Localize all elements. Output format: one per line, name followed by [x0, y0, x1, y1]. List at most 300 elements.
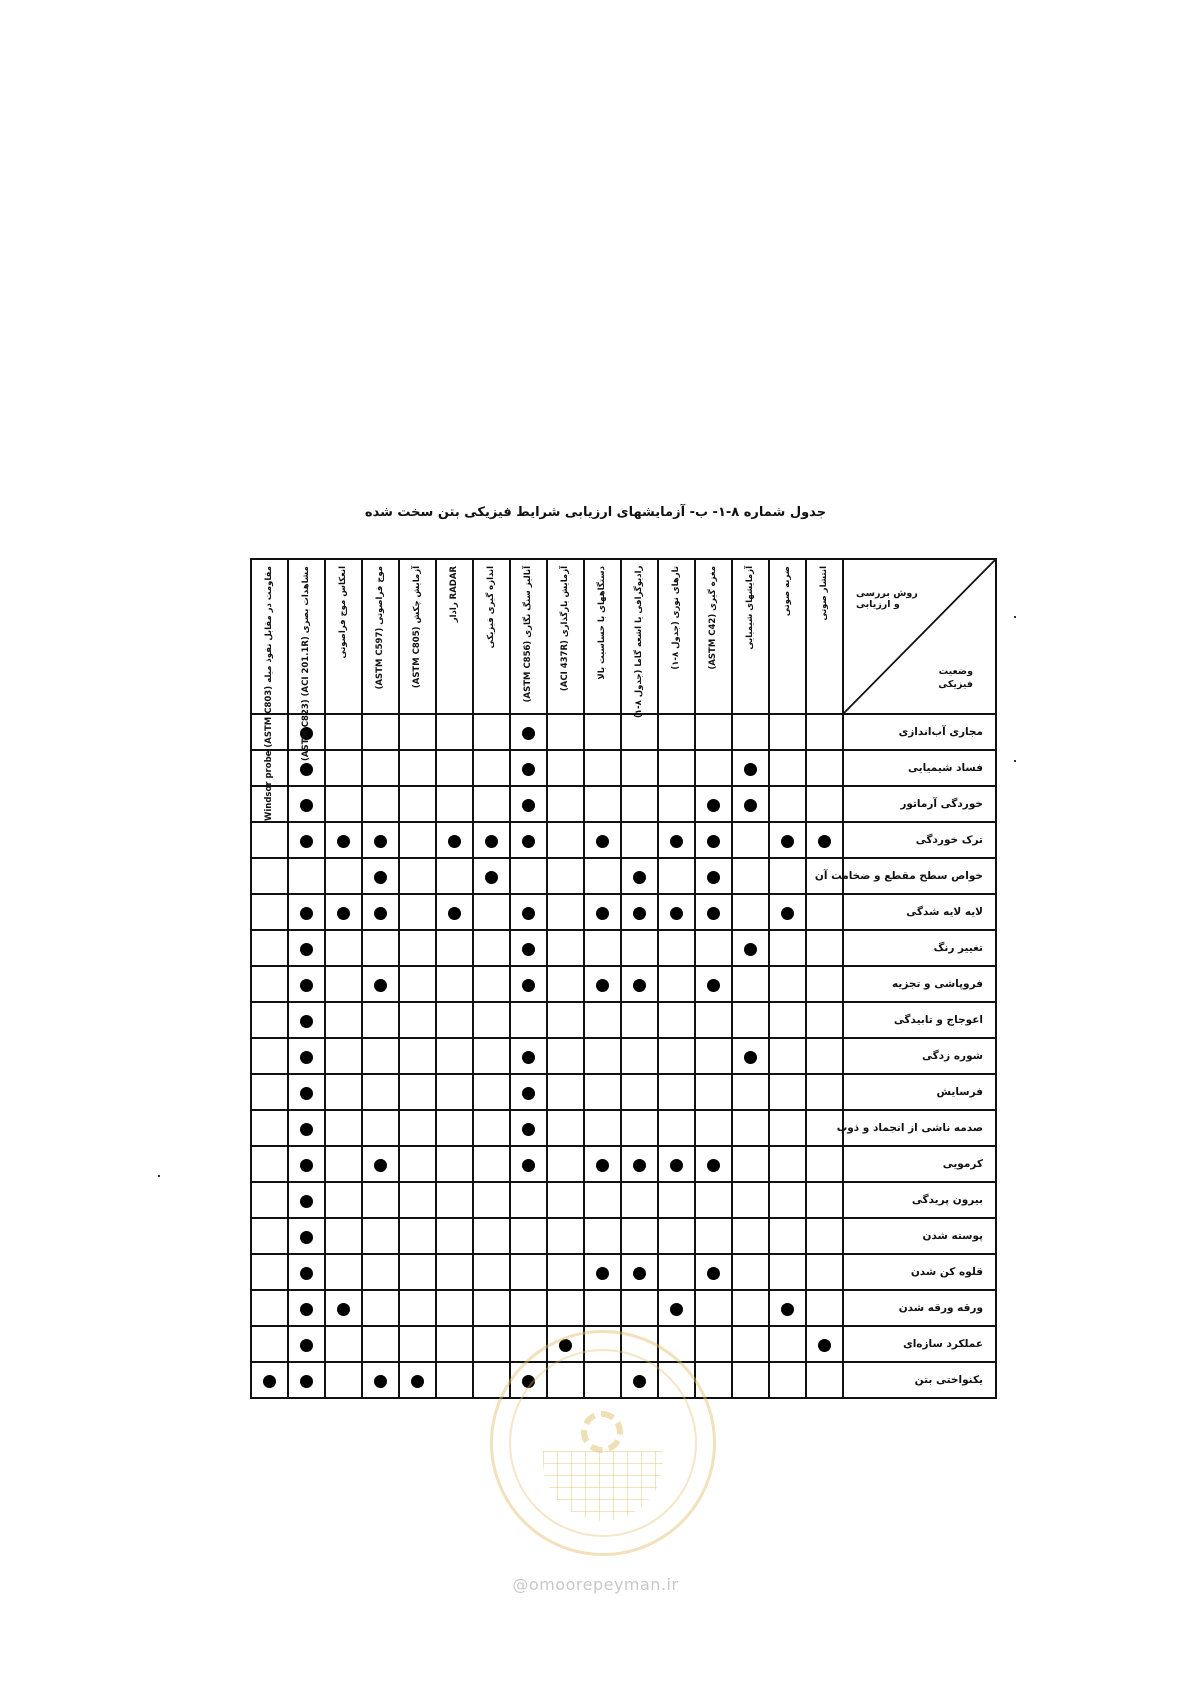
- matrix-cell: [621, 1218, 658, 1254]
- matrix-cell: [658, 1326, 695, 1362]
- matrix-cell: [658, 1038, 695, 1074]
- matrix-cell: [547, 1146, 584, 1182]
- column-header: [251, 559, 288, 821]
- matrix-cell: [362, 966, 399, 1002]
- matrix-cell: [658, 1002, 695, 1038]
- table-row: [251, 966, 996, 1002]
- matrix-cell: [658, 930, 695, 966]
- matrix-cell: [584, 750, 621, 786]
- matrix-cell: [288, 894, 325, 930]
- matrix-cell: [251, 966, 288, 1002]
- applicable-dot-icon: [300, 979, 313, 992]
- matrix-cell: [547, 966, 584, 1002]
- matrix-cell: [547, 1362, 584, 1398]
- matrix-cell: [362, 930, 399, 966]
- matrix-cell: [362, 1002, 399, 1038]
- matrix-cell: [399, 1218, 436, 1254]
- matrix-cell: [621, 966, 658, 1002]
- applicable-dot-icon: [522, 1375, 535, 1388]
- matrix-cell: [621, 1074, 658, 1110]
- applicable-dot-icon: [337, 835, 350, 848]
- applicable-dot-icon: [522, 979, 535, 992]
- matrix-cell: [436, 1326, 473, 1362]
- matrix-cell: [658, 1146, 695, 1182]
- matrix-cell: [288, 1182, 325, 1218]
- matrix-cell: [362, 1254, 399, 1290]
- applicable-dot-icon: [633, 1159, 646, 1172]
- matrix-cell: [806, 1002, 843, 1038]
- table-row: [251, 894, 996, 930]
- matrix-cell: [362, 1182, 399, 1218]
- applicable-dot-icon: [300, 799, 313, 812]
- matrix-cell: [288, 1146, 325, 1182]
- matrix-cell: [658, 858, 695, 894]
- matrix-cell: [621, 1182, 658, 1218]
- applicable-dot-icon: [522, 763, 535, 776]
- table-row: [251, 1218, 996, 1254]
- table-row: [251, 750, 996, 786]
- table-row: [251, 786, 996, 822]
- matrix-cell: [769, 1146, 806, 1182]
- matrix-cell: [399, 1182, 436, 1218]
- matrix-cell: [621, 858, 658, 894]
- matrix-cell: [473, 1326, 510, 1362]
- row-label: مجاری آب‌اندازی: [843, 714, 996, 750]
- applicable-dot-icon: [300, 1015, 313, 1028]
- column-header-label: تارهای نوری (جدول ۸-۱): [670, 566, 681, 670]
- matrix-cell: [621, 1002, 658, 1038]
- matrix-cell: [547, 930, 584, 966]
- matrix-cell: [584, 1074, 621, 1110]
- applicable-dot-icon: [300, 763, 313, 776]
- applicable-dot-icon: [707, 979, 720, 992]
- applicable-dot-icon: [300, 943, 313, 956]
- matrix-cell: [362, 1326, 399, 1362]
- applicable-dot-icon: [337, 1303, 350, 1316]
- applicable-dot-icon: [744, 799, 757, 812]
- matrix-cell: [510, 894, 547, 930]
- matrix-cell: [695, 1110, 732, 1146]
- matrix-cell: [695, 1074, 732, 1110]
- column-header: [584, 559, 621, 714]
- matrix-cell: [325, 1326, 362, 1362]
- matrix-cell: [325, 966, 362, 1002]
- watermark-gear-icon: [581, 1411, 623, 1453]
- applicable-dot-icon: [596, 979, 609, 992]
- matrix-cell: [769, 1218, 806, 1254]
- matrix-cell: [769, 966, 806, 1002]
- applicable-dot-icon: [596, 907, 609, 920]
- matrix-cell: [806, 714, 843, 750]
- matrix-cell: [621, 750, 658, 786]
- matrix-cell: [806, 966, 843, 1002]
- matrix-cell: [769, 1326, 806, 1362]
- applicable-dot-icon: [781, 907, 794, 920]
- matrix-cell: [547, 1182, 584, 1218]
- applicable-dot-icon: [300, 1051, 313, 1064]
- matrix-cell: [732, 1290, 769, 1326]
- matrix-cell: [769, 894, 806, 930]
- matrix-cell: [325, 1218, 362, 1254]
- matrix-cell: [806, 1362, 843, 1398]
- row-label: ترک خوردگی: [843, 822, 996, 858]
- matrix-cell: [695, 1326, 732, 1362]
- matrix-cell: [436, 1110, 473, 1146]
- matrix-cell: [325, 1146, 362, 1182]
- table-title: جدول شماره ۸-۱- ب- آزمایشهای ارزیابی شرایط فیزیکی بتن سخت شده: [364, 505, 827, 520]
- matrix-cell: [473, 930, 510, 966]
- matrix-cell: [547, 1074, 584, 1110]
- matrix-cell: [621, 714, 658, 750]
- matrix-cell: [658, 894, 695, 930]
- matrix-cell: [362, 714, 399, 750]
- matrix-cell: [251, 1362, 288, 1398]
- column-header: [399, 559, 436, 714]
- applicable-dot-icon: [522, 727, 535, 740]
- applicable-dot-icon: [522, 1051, 535, 1064]
- applicable-dot-icon: [374, 907, 387, 920]
- applicable-dot-icon: [670, 1303, 683, 1316]
- row-label: پوسته شدن: [843, 1218, 996, 1254]
- column-header: [510, 559, 547, 714]
- matrix-cell: [621, 1110, 658, 1146]
- matrix-cell: [399, 750, 436, 786]
- matrix-cell: [436, 786, 473, 822]
- column-header: [362, 559, 399, 714]
- matrix-cell: [547, 714, 584, 750]
- row-label: تغییر رنگ: [843, 930, 996, 966]
- matrix-cell: [695, 1182, 732, 1218]
- matrix-cell: [436, 1182, 473, 1218]
- row-label: خواص سطح مقطع و ضخامت آن: [843, 858, 996, 894]
- matrix-cell: [325, 1362, 362, 1398]
- matrix-cell: [510, 1002, 547, 1038]
- applicable-dot-icon: [818, 1339, 831, 1352]
- matrix-cell: [584, 1362, 621, 1398]
- table-row: [251, 1038, 996, 1074]
- matrix-cell: [436, 1038, 473, 1074]
- matrix-cell: [732, 930, 769, 966]
- matrix-cell: [251, 930, 288, 966]
- matrix-cell: [362, 1038, 399, 1074]
- column-header: [325, 559, 362, 714]
- table-row: [251, 1110, 996, 1146]
- matrix-cell: [510, 714, 547, 750]
- matrix-cell: [769, 1254, 806, 1290]
- matrix-cell: [732, 858, 769, 894]
- matrix-cell: [436, 1290, 473, 1326]
- column-header-label: ضربه صوتی: [781, 566, 792, 617]
- row-label: فرسایش: [843, 1074, 996, 1110]
- row-label: کرمویی: [843, 1146, 996, 1182]
- matrix-cell: [436, 894, 473, 930]
- column-header-label: آنالیز سنگ نگاری (ASTM C856): [522, 566, 533, 703]
- applicable-dot-icon: [485, 835, 498, 848]
- corner-label-conditions: وضعیت فیزیکی: [938, 666, 973, 690]
- row-label: خوردگی آرماتور: [843, 786, 996, 822]
- matrix-cell: [695, 1038, 732, 1074]
- matrix-cell: [288, 1218, 325, 1254]
- matrix-cell: [362, 858, 399, 894]
- matrix-cell: [473, 714, 510, 750]
- matrix-cell: [769, 786, 806, 822]
- matrix-cell: [547, 1110, 584, 1146]
- matrix-cell: [547, 894, 584, 930]
- column-header: [695, 559, 732, 714]
- matrix-cell: [547, 858, 584, 894]
- matrix-cell: [473, 786, 510, 822]
- matrix-cell: [695, 750, 732, 786]
- matrix-cell: [584, 1038, 621, 1074]
- matrix-cell: [806, 1146, 843, 1182]
- matrix-cell: [473, 1182, 510, 1218]
- matrix-cell: [732, 786, 769, 822]
- table-row: [251, 1074, 996, 1110]
- matrix-cell: [584, 858, 621, 894]
- applicable-dot-icon: [633, 1375, 646, 1388]
- matrix-cell: [399, 1038, 436, 1074]
- column-header-label: دستگاههای با حساسیت بالا: [596, 566, 607, 680]
- matrix-cell: [769, 1182, 806, 1218]
- applicable-dot-icon: [707, 1267, 720, 1280]
- matrix-cell: [806, 930, 843, 966]
- applicable-dot-icon: [300, 1087, 313, 1100]
- column-header: [621, 559, 658, 719]
- matrix-cell: [399, 966, 436, 1002]
- applicable-dot-icon: [411, 1375, 424, 1388]
- matrix-cell: [510, 1326, 547, 1362]
- matrix-cell: [510, 1074, 547, 1110]
- matrix-cell: [251, 822, 288, 858]
- matrix-cell: [732, 1002, 769, 1038]
- row-label: یکنواختی بتن: [843, 1362, 996, 1398]
- matrix-cell: [584, 1146, 621, 1182]
- applicable-dot-icon: [522, 1123, 535, 1136]
- evaluation-matrix-table: [250, 558, 997, 1399]
- matrix-cell: [732, 1254, 769, 1290]
- applicable-dot-icon: [633, 907, 646, 920]
- matrix-cell: [325, 714, 362, 750]
- applicable-dot-icon: [374, 979, 387, 992]
- matrix-cell: [362, 1290, 399, 1326]
- scan-speck: [1014, 760, 1016, 762]
- matrix-cell: [510, 1362, 547, 1398]
- matrix-cell: [695, 822, 732, 858]
- table-row: [251, 858, 996, 894]
- matrix-cell: [732, 1074, 769, 1110]
- matrix-cell: [695, 786, 732, 822]
- applicable-dot-icon: [300, 1231, 313, 1244]
- matrix-cell: [399, 1074, 436, 1110]
- matrix-cell: [510, 822, 547, 858]
- table-row: [251, 822, 996, 858]
- matrix-cell: [325, 858, 362, 894]
- matrix-cell: [732, 1038, 769, 1074]
- column-header-label: انعکاس موج فراصوتی: [337, 566, 348, 659]
- applicable-dot-icon: [374, 835, 387, 848]
- column-header: [473, 559, 510, 714]
- matrix-cell: [399, 1146, 436, 1182]
- matrix-cell: [584, 1326, 621, 1362]
- matrix-cell: [436, 1218, 473, 1254]
- matrix-cell: [288, 966, 325, 1002]
- applicable-dot-icon: [300, 1267, 313, 1280]
- column-header-label: آزمایشهای شیمیایی: [744, 566, 755, 650]
- matrix-cell: [547, 1218, 584, 1254]
- matrix-cell: [584, 714, 621, 750]
- applicable-dot-icon: [522, 835, 535, 848]
- table-row: [251, 1002, 996, 1038]
- matrix-cell: [806, 1254, 843, 1290]
- applicable-dot-icon: [300, 1159, 313, 1172]
- matrix-cell: [584, 1218, 621, 1254]
- applicable-dot-icon: [781, 1303, 794, 1316]
- matrix-cell: [621, 1254, 658, 1290]
- matrix-cell: [769, 1110, 806, 1146]
- row-label: قلوه کن شدن: [843, 1254, 996, 1290]
- applicable-dot-icon: [707, 871, 720, 884]
- matrix-cell: [658, 1110, 695, 1146]
- applicable-dot-icon: [522, 1087, 535, 1100]
- matrix-cell: [436, 714, 473, 750]
- applicable-dot-icon: [522, 1159, 535, 1172]
- matrix-cell: [510, 930, 547, 966]
- column-header-label: مغزه گیری (ASTM C42): [707, 566, 718, 670]
- matrix-cell: [473, 1290, 510, 1326]
- matrix-cell: [621, 1326, 658, 1362]
- matrix-cell: [695, 858, 732, 894]
- matrix-cell: [325, 1290, 362, 1326]
- matrix-cell: [732, 1326, 769, 1362]
- column-header: [547, 559, 584, 714]
- matrix-cell: [769, 1362, 806, 1398]
- matrix-cell: [473, 750, 510, 786]
- matrix-cell: [732, 1182, 769, 1218]
- applicable-dot-icon: [596, 835, 609, 848]
- matrix-cell: [399, 1290, 436, 1326]
- matrix-cell: [769, 1290, 806, 1326]
- applicable-dot-icon: [707, 1159, 720, 1172]
- matrix-cell: [621, 894, 658, 930]
- applicable-dot-icon: [485, 871, 498, 884]
- matrix-cell: [436, 966, 473, 1002]
- matrix-cell: [251, 1182, 288, 1218]
- matrix-cell: [325, 786, 362, 822]
- matrix-cell: [473, 1218, 510, 1254]
- matrix-cell: [473, 1362, 510, 1398]
- applicable-dot-icon: [744, 763, 757, 776]
- matrix-cell: [695, 1254, 732, 1290]
- matrix-cell: [362, 894, 399, 930]
- table-row: [251, 714, 996, 750]
- matrix-cell: [510, 750, 547, 786]
- matrix-cell: [806, 786, 843, 822]
- applicable-dot-icon: [374, 871, 387, 884]
- matrix-cell: [695, 930, 732, 966]
- matrix-cell: [658, 966, 695, 1002]
- matrix-cell: [695, 1146, 732, 1182]
- matrix-cell: [621, 1362, 658, 1398]
- matrix-cell: [695, 894, 732, 930]
- matrix-cell: [251, 1290, 288, 1326]
- matrix-cell: [769, 1002, 806, 1038]
- matrix-cell: [806, 1038, 843, 1074]
- matrix-cell: [658, 786, 695, 822]
- column-header-label: رادیوگرافی یا اشعه گاما (جدول ۸-۱): [633, 566, 644, 719]
- column-header: [806, 559, 843, 714]
- matrix-cell: [251, 1074, 288, 1110]
- matrix-cell: [584, 1290, 621, 1326]
- matrix-cell: [732, 1146, 769, 1182]
- matrix-cell: [621, 1290, 658, 1326]
- matrix-cell: [362, 750, 399, 786]
- matrix-cell: [806, 750, 843, 786]
- column-header-label: اندازه گیری فیزیکی: [485, 566, 496, 649]
- matrix-cell: [584, 930, 621, 966]
- column-header: [658, 559, 695, 714]
- matrix-cell: [436, 750, 473, 786]
- matrix-cell: [362, 1362, 399, 1398]
- matrix-cell: [288, 822, 325, 858]
- table-row: [251, 930, 996, 966]
- applicable-dot-icon: [522, 907, 535, 920]
- applicable-dot-icon: [300, 1303, 313, 1316]
- matrix-cell: [621, 930, 658, 966]
- matrix-cell: [399, 1254, 436, 1290]
- matrix-cell: [584, 966, 621, 1002]
- matrix-cell: [547, 1002, 584, 1038]
- matrix-cell: [732, 822, 769, 858]
- matrix-cell: [399, 822, 436, 858]
- matrix-cell: [806, 1290, 843, 1326]
- applicable-dot-icon: [633, 979, 646, 992]
- matrix-cell: [473, 1254, 510, 1290]
- matrix-cell: [325, 1074, 362, 1110]
- applicable-dot-icon: [818, 835, 831, 848]
- matrix-cell: [547, 786, 584, 822]
- applicable-dot-icon: [707, 799, 720, 812]
- row-label: عملکرد سازه‌ای: [843, 1326, 996, 1362]
- matrix-cell: [399, 714, 436, 750]
- matrix-cell: [251, 1326, 288, 1362]
- matrix-cell: [436, 822, 473, 858]
- applicable-dot-icon: [522, 943, 535, 956]
- matrix-cell: [473, 1074, 510, 1110]
- matrix-cell: [806, 1182, 843, 1218]
- matrix-cell: [695, 1290, 732, 1326]
- matrix-cell: [436, 1254, 473, 1290]
- row-label: ورقه ورقه شدن: [843, 1290, 996, 1326]
- matrix-cell: [436, 1146, 473, 1182]
- matrix-cell: [584, 1002, 621, 1038]
- matrix-cell: [473, 966, 510, 1002]
- corner-label-methods: روش بررسی و ارزیابی: [856, 588, 918, 611]
- matrix-cell: [399, 1362, 436, 1398]
- matrix-cell: [362, 786, 399, 822]
- matrix-cell: [658, 822, 695, 858]
- matrix-cell: [695, 714, 732, 750]
- matrix-cell: [436, 1362, 473, 1398]
- matrix-cell: [288, 786, 325, 822]
- matrix-cell: [547, 1254, 584, 1290]
- matrix-cell: [251, 1002, 288, 1038]
- table-row: [251, 1362, 996, 1398]
- header-row: [251, 559, 996, 714]
- matrix-cell: [399, 1326, 436, 1362]
- matrix-cell: [769, 822, 806, 858]
- row-label: صدمه ناشی از انجماد و ذوب: [843, 1110, 996, 1146]
- applicable-dot-icon: [559, 1339, 572, 1352]
